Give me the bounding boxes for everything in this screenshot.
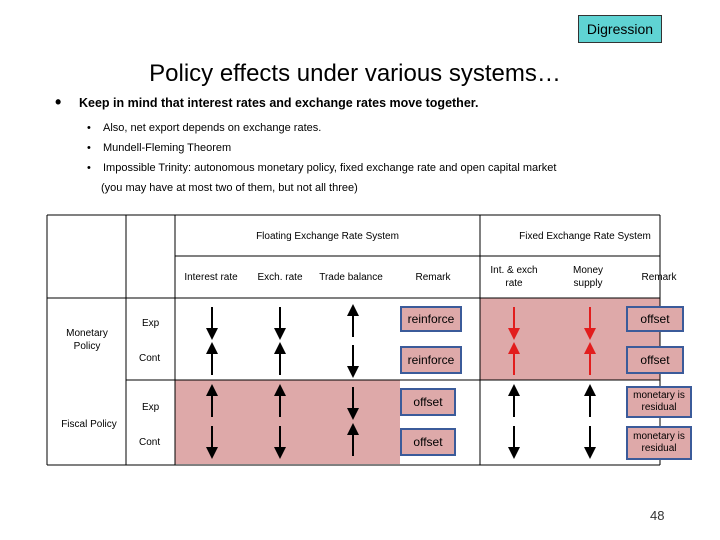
main-bullet-text: Keep in mind that interest rates and exchange rates move together. [79, 96, 479, 110]
remark2-box: offset [626, 346, 684, 374]
col-trade-balance: Trade balance [319, 272, 383, 283]
remark2-box: offset [626, 306, 684, 332]
col-remark: Remark [415, 272, 451, 283]
col-interest-rate: Interest rate [184, 272, 238, 283]
sub-bullet-text: Also, net export depends on exchange rates. [103, 122, 322, 134]
row-group-fiscal: Fiscal Policy [61, 419, 117, 430]
bullet-dot-icon: • [87, 122, 91, 134]
fixed-header: Fixed Exchange Rate System [519, 231, 651, 242]
row-label-monetary-exp: Exp [142, 318, 160, 329]
bullet-dot-icon: • [55, 92, 62, 112]
remark2-box: monetary is residual [626, 386, 692, 418]
row-label-fiscal-exp: Exp [142, 402, 160, 413]
col-exch-rate: Exch. rate [257, 272, 303, 283]
row-label-fiscal-cont: Cont [139, 437, 161, 448]
sub-bullet-text: Impossible Trinity: autonomous monetary policy, fixed exchange rate and open capital market [103, 162, 557, 174]
floating-header: Floating Exchange Rate System [256, 231, 399, 242]
remark2-box: monetary is residual [626, 426, 692, 460]
row-group-monetary: Monetary Policy [66, 328, 108, 352]
remark-box: offset [400, 388, 456, 416]
remark-box: reinforce [400, 346, 462, 374]
remark-box: offset [400, 428, 456, 456]
col-remark-2: Remark [641, 272, 677, 283]
slide-title: Policy effects under various systems… [149, 60, 561, 87]
sub-bullet-continuation: (you may have at most two of them, but not all three) [101, 182, 358, 194]
bullet-dot-icon: • [87, 162, 91, 174]
sub-bullet-text: Mundell-Fleming Theorem [103, 142, 232, 154]
row-label-monetary-cont: Cont [139, 353, 161, 364]
digression-badge: Digression [578, 15, 662, 43]
col-money-supply: Money supply [572, 265, 603, 289]
page-number: 48 [650, 508, 665, 523]
col-int-exch: Int. & exch rate [490, 265, 538, 289]
bullet-dot-icon: • [87, 142, 91, 154]
remark-box: reinforce [400, 306, 462, 332]
